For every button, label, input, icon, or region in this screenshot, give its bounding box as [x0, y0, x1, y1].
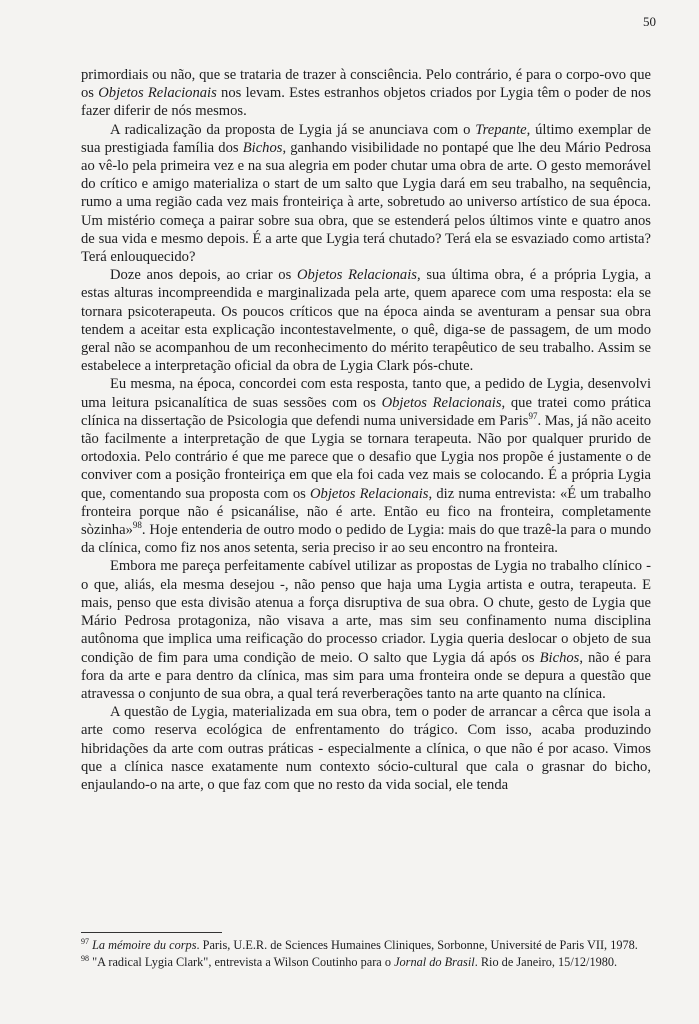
italic-text: La mémoire du corps	[92, 938, 197, 952]
text-run: Embora me pareça perfeitamente cabível utilizar as propostas de Lygia no trabalho clínico - o que, aliás, ela mesma desejou -, não penso que haja uma Lygia artista e outra, terapeuta. E mais, penso que esta divisão atenua a força disruptiva de sua obra. O chute, gesto de Lygia que Mário Pedrosa protagoniza, não visava a arte, mas sim seu confinamento numa disciplina autônoma que implica uma reificação do processo criador. Lygia queria deslocar o objeto de sua condição de fim para uma condição de meio. O salto que Lygia dá após os	[81, 558, 651, 666]
text-run: . Paris, U.E.R. de Sciences Humaines Cliniques, Sorbonne, Université de Paris VII, 1978.	[196, 938, 638, 952]
text-run: , diz numa entrevista: «É um trabalho fronteira porque não é psicanálise, não é arte. Então eu fico na fronteira, completamente sòzinha»	[81, 485, 652, 539]
page-number: 50	[643, 14, 656, 29]
italic-text: Objetos Relacionais	[296, 267, 417, 284]
footnote-divider	[81, 932, 222, 933]
italic-text: Bichos	[242, 139, 283, 156]
text-run: , sua última obra, é a própria Lygia, a estas alturas incompreendida e marginalizada pela arte, quem aparece com uma resposta: ela se tornara psicoterapeuta. Os poucos críticos que na época ainda se aventuram a pensar sua obra tendem a aceitar esta explicação incontestavelmente, o quê, diga-se de passagem, de um modo geral não se acompanhou de um reconhecimento do mérito terapêutico de seu trabalho. Assim se estabelece a interpretação oficial da obra de Lygia Clark pós-chute.	[81, 267, 651, 375]
italic-text: Jornal do Brasil	[394, 954, 475, 969]
paragraph	[81, 557, 651, 703]
text-run: A radicalização da proposta de Lygia já se anunciava com o	[110, 121, 476, 138]
body-text	[81, 66, 651, 794]
text-run: nos levam. Estes estranhos objetos criados por Lygia têm o poder de nos fazer diferir de nós mesmos.	[81, 85, 651, 120]
footnote-number: 98	[81, 953, 89, 963]
footnote-number: 97	[81, 936, 89, 946]
italic-text: Trepante	[475, 121, 527, 138]
paragraph	[81, 375, 651, 557]
text-run: . Rio de Janeiro, 15/12/1980.	[474, 954, 618, 969]
text-run: A questão de Lygia, materializada em sua obra, tem o poder de arrancar a cêrca que isola a arte como reserva ecológica de enfrentamento do trágico. Com isso, acaba produzindo hibridações da arte com outras práticas - especialmente a clínica, o que não é por acaso. Vimos que a clínica nasce exatamente num contexto sócio-cultural que cala o grasnar do bicho, enjaulando-o na arte, o que faz com que no resto da vida social, ele tenda	[81, 704, 651, 793]
italic-text: Objetos Relacionais	[381, 394, 502, 411]
footnote-reference: 98	[132, 520, 142, 531]
paragraph	[81, 121, 651, 267]
footnote	[81, 955, 651, 971]
italic-text: Bichos	[539, 649, 580, 666]
footnotes	[81, 938, 651, 972]
text-run: , não é para fora da arte e para dentro da clínica, mas sim para uma fronteira onde se depura a questão que atravessa o conjunto de sua obra, a qual terá reverberações tanto na arte quanto na clínica.	[81, 649, 651, 702]
italic-text: Objetos Relacionais	[98, 85, 217, 102]
text-run: Doze anos depois, ao criar os	[110, 267, 297, 284]
text-run: , que tratei como prática clínica na dissertação de Psicologia que defendi numa universidade em Paris	[81, 394, 651, 429]
italic-text: Objetos Relacionais	[310, 485, 429, 502]
footnote-reference: 97	[528, 411, 538, 421]
footnote	[81, 938, 651, 954]
paragraph	[81, 66, 651, 121]
text-run: , ganhando visibilidade no pontapé que lhe deu Mário Pedrosa ao vê-lo pela primeira vez e na sua alegria em poder chutar uma obra de arte. O gesto memorável do crítico e amigo materializa o start de um salto que Lygia dará em seu trabalho, na sequência, rumo a uma região cada vez mais fronteiriça à arte, sobretudo ao universo artístico de sua época. Um mistério começa a pairar sobre sua obra, que se estenderá pelos últimos vinte e quatro anos de sua vida e mesmo depois. É a arte que Lygia terá chutado? Terá ela se esvaziado como artista? Terá enlouquecido?	[81, 139, 651, 266]
text-run: Eu mesma, na época, concordei com esta resposta, tanto que, a pedido de Lygia, desenvolvi uma leitura psicanalítica de suas sessões com os	[81, 376, 651, 411]
text-run: "A radical Lygia Clark", entrevista a Wilson Coutinho para o	[92, 954, 395, 969]
text-run: , último exemplar de sua prestigiada família dos	[81, 121, 651, 156]
paragraph	[81, 266, 651, 375]
text-run: . Hoje entenderia de outro modo o pedido de Lygia: mais do que trazê-la para o mundo da clínica, como fiz nos anos setenta, seria preciso ir ao seu encontro na fronteira.	[81, 522, 651, 557]
text-run: primordiais ou não, que se trataria de trazer à consciência. Pelo contrário, é para o corpo-ovo que os	[81, 67, 651, 102]
paragraph	[81, 703, 651, 794]
text-run: . Mas, já não aceito tão facilmente a interpretação de que Lygia se tornara terapeuta. Não por qualquer prurido de ortodoxia. Pelo contrário é que me parece que o desafio que Lygia nos propõe é justamente o de conviver com a posição fronteiriça em que ela foi cada vez mais se colocando. É a própria Lygia que, comentando sua proposta com os	[81, 412, 652, 502]
